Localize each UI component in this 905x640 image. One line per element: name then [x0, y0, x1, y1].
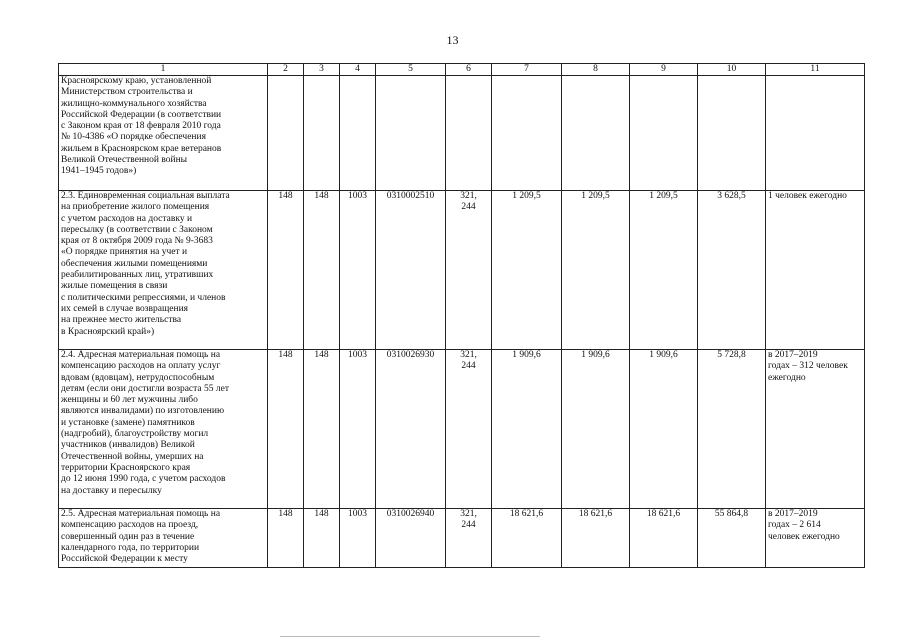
- cell-c9: 18 621,6: [630, 509, 698, 568]
- scan-artifact-line: [280, 636, 540, 637]
- header-cell-2: 2: [268, 64, 304, 76]
- cell-c2: 148: [268, 191, 304, 350]
- cell-c3: 148: [304, 350, 340, 509]
- cell-c7: 18 621,6: [492, 509, 562, 568]
- header-cell-4: 4: [340, 64, 376, 76]
- cell-c7: 1 209,5: [492, 191, 562, 350]
- table-row: [59, 76, 865, 191]
- header-cell-1: 1: [59, 64, 268, 76]
- cell-c2: 148: [268, 509, 304, 568]
- cell-c5: [376, 76, 446, 191]
- cell-c11: [766, 76, 865, 191]
- cell-c10: 55 864,8: [698, 509, 766, 568]
- cell-c4: 1003: [340, 509, 376, 568]
- cell-c5: 0310026940: [376, 509, 446, 568]
- header-cell-8: 8: [562, 64, 630, 76]
- cell-c11: 1 человек ежегодно: [766, 191, 865, 350]
- cell-c3: 148: [304, 191, 340, 350]
- cell-c2: [268, 76, 304, 191]
- page-number: 13: [446, 33, 459, 47]
- header-cell-7: 7: [492, 64, 562, 76]
- cell-c4: 1003: [340, 350, 376, 509]
- row-description: Красноярскому краю, установленной Министерством строительства и жилищно-коммунального хозяйства Российской Федерации (в соответствии с Законом края от 18 февраля 2010 года № 10-4386 «О порядке обеспечения жильем в Красноярском крае ветеранов Великой Отечественной войны 1941–1945 годов»): [59, 76, 268, 191]
- header-cell-6: 6: [446, 64, 492, 76]
- budget-table: [58, 63, 865, 568]
- header-cell-11: 11: [766, 64, 865, 76]
- header-cell-10: 10: [698, 64, 766, 76]
- cell-c10: 5 728,8: [698, 350, 766, 509]
- table-header-row: [59, 64, 865, 76]
- cell-c4: [340, 76, 376, 191]
- row-description: 2.5. Адресная материальная помощь на компенсацию расходов на проезд, совершенный один раз в течение календарного года, по территории Российской Федерации к месту: [59, 509, 268, 568]
- table-row: [59, 191, 865, 350]
- cell-c11: в 2017–2019 годах – 2 614 человек ежегодно: [766, 509, 865, 568]
- cell-c7: 1 909,6: [492, 350, 562, 509]
- cell-c3: 148: [304, 509, 340, 568]
- cell-c9: 1 209,5: [630, 191, 698, 350]
- header-cell-5: 5: [376, 64, 446, 76]
- cell-c8: 1 209,5: [562, 191, 630, 350]
- cell-c8: [562, 76, 630, 191]
- cell-c9: [630, 76, 698, 191]
- cell-c9: 1 909,6: [630, 350, 698, 509]
- cell-c10: 3 628,5: [698, 191, 766, 350]
- cell-c6: 321, 244: [446, 350, 492, 509]
- header-cell-9: 9: [630, 64, 698, 76]
- cell-c5: 0310026930: [376, 350, 446, 509]
- row-description: 2.4. Адресная материальная помощь на компенсацию расходов на оплату услуг вдовам (вдовцам), нетрудоспособным детям (если они достигли возраста 55 лет женщины и 60 лет мужчины либо являются инвалидами) по изготовлению и установке (замене) памятников (надгробий), благоустройству могил участников (инвалидов) Великой Отечественной войны, умерших на территории Красноярского края до 12 июня 1990 года, с учетом расходов на доставку и пересылку: [59, 350, 268, 509]
- cell-c11: в 2017–2019 годах – 312 человек ежегодно: [766, 350, 865, 509]
- cell-c5: 0310002510: [376, 191, 446, 350]
- cell-c4: 1003: [340, 191, 376, 350]
- cell-c7: [492, 76, 562, 191]
- cell-c6: [446, 76, 492, 191]
- cell-c10: [698, 76, 766, 191]
- row-description: 2.3. Единовременная социальная выплата на приобретение жилого помещения с учетом расходов на доставку и пересылку (в соответствии с Законом края от 8 октября 2009 года № 9-3683 «О порядке принятия на учет и обеспечения жилыми помещениями реабилитированных лиц, утративших жилые помещения в связи с политическими репрессиями, и членов их семей в случае возвращения на прежнее место жительства в Красноярский край»): [59, 191, 268, 350]
- header-cell-3: 3: [304, 64, 340, 76]
- cell-c3: [304, 76, 340, 191]
- cell-c6: 321, 244: [446, 191, 492, 350]
- cell-c2: 148: [268, 350, 304, 509]
- cell-c8: 1 909,6: [562, 350, 630, 509]
- cell-c6: 321, 244: [446, 509, 492, 568]
- cell-c8: 18 621,6: [562, 509, 630, 568]
- table-row: [59, 350, 865, 509]
- table-row: [59, 509, 865, 568]
